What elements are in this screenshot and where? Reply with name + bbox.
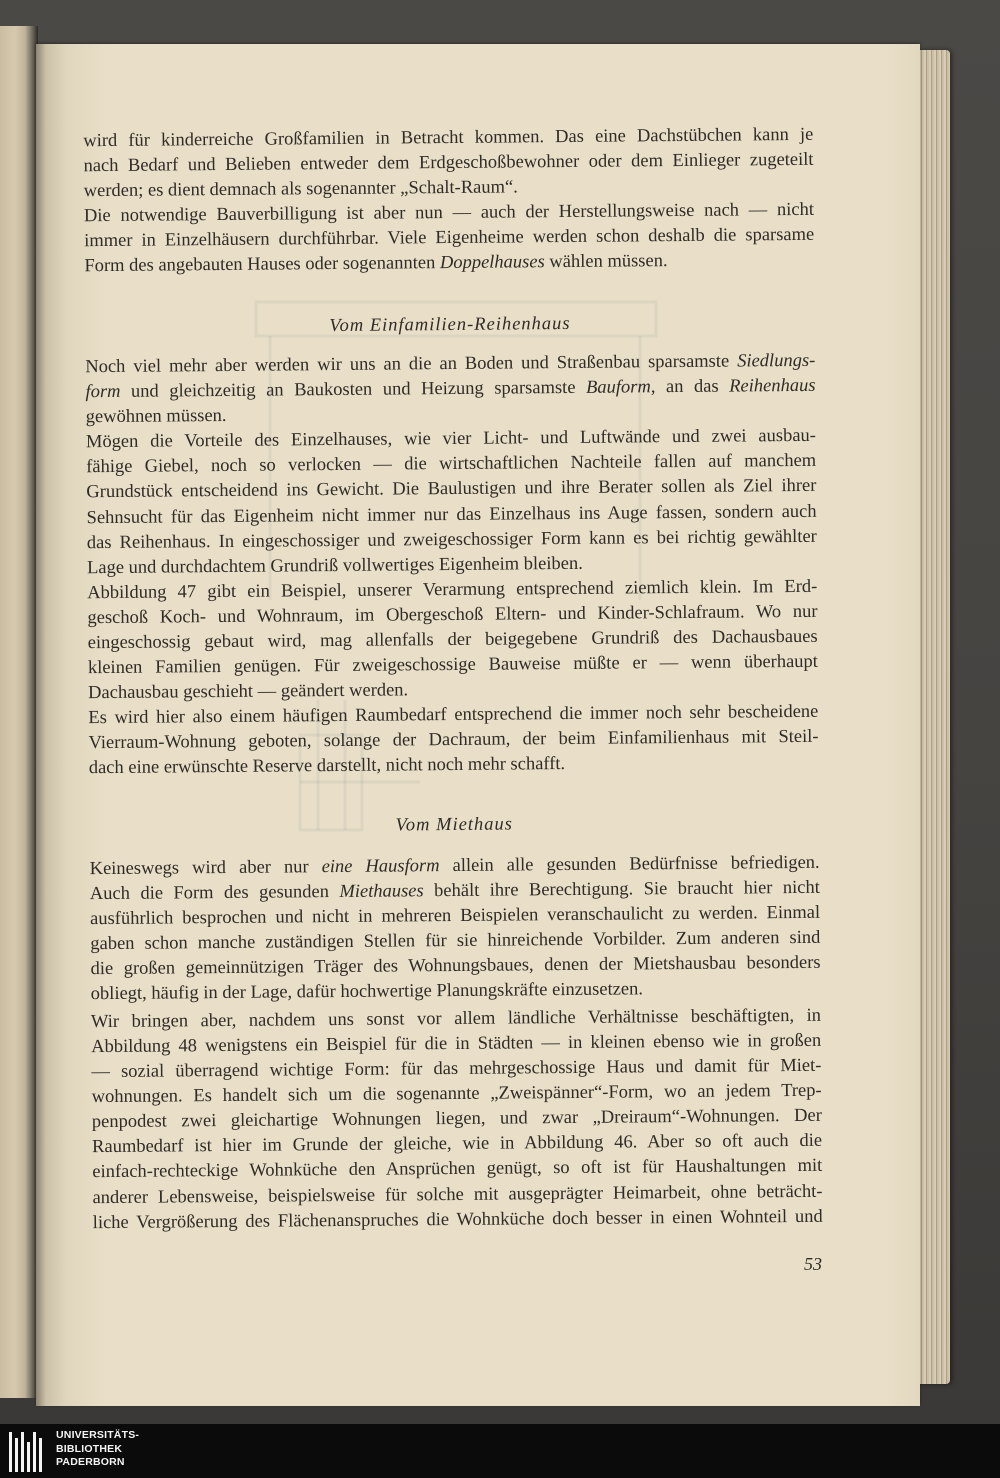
emphasized-text: Miethauses — [339, 880, 424, 902]
text-line: Lage und durchdachtem Grundriß vollwertiges Eigenheim bleiben. — [86, 553, 583, 578]
text-column — [83, 122, 823, 1235]
text-run: Auch die Form des gesunden — [89, 881, 340, 904]
text-line: fähige Giebel, noch so verlocken — die wirtschaftlichen Nachteile fallen auf manchem — [86, 450, 817, 478]
text-line: geschoß Koch- und Wohnraum, im Obergeschoß Eltern- und Kinder-Schlafraum. Wo nur — [87, 601, 818, 628]
emphasized-text: form — [85, 381, 121, 402]
text-run: , an das — [650, 376, 730, 397]
text-line: Mögen die Vorteile des Einzelhauses, wie vier Licht- und Luftwände und zwei ausbau- — [85, 425, 817, 452]
text-run: allein alle gesunden Bedürfnisse befriedigen. — [439, 852, 820, 876]
paragraph — [88, 700, 819, 782]
text-line: Grundstück entscheidend ins Gewicht. Die Baulustigen und ihre Berater sollen als Ziel ihrer — [86, 475, 817, 503]
text-line: das Reihenhaus. In eingeschossiger und zweigeschossiger Form kann es bei richtig gewählter — [86, 525, 817, 553]
text-line: wohnungen. Es handelt sich um die sogenannte „Zweispänner“-Form, wo an jedem Trep- — [91, 1080, 822, 1107]
text-run: wählen müssen. — [544, 251, 668, 273]
previous-page-edge — [0, 26, 38, 1398]
paragraph — [85, 348, 816, 430]
text-line: Wir bringen aber, nachdem uns sonst vor allem ländliche Verhältnisse beschäftigten, in — [90, 1005, 822, 1032]
text-line: einfach-rechteckige Wohnküche den Ansprüchen genügt, so oft ist für Haushaltungen mit — [92, 1155, 823, 1183]
text-line: Raumbedarf ist hier im Grunde der gleiche, wie in Abbildung 46. Aber so oft auch die — [92, 1130, 823, 1158]
text-line: ausführlich besprochen und nicht in mehreren Beispielen veranschaulicht zu werden. Einmal — [90, 902, 821, 929]
text-run: behält ihre Berechtigung. Sie braucht hier nicht — [423, 877, 820, 901]
text-line: Es wird hier also einem häufigen Raumbedarf entsprechend die immer noch sehr bescheidene — [88, 701, 819, 728]
text-line: Abbildung 47 gibt ein Beispiel, unserer Verarmung entsprechend ziemlich klein. Im Erd- — [87, 576, 818, 603]
section-heading: Vom Einfamilien-Reihenhaus — [329, 313, 571, 336]
emphasized-text: Reihenhaus — [729, 375, 816, 397]
text-line: liche Vergrößerung des Flächenanspruches die Wohnküche doch besser in einen Wohnteil und — [92, 1205, 823, 1233]
text-line: werden; es dient demnach als sogenannter „Schalt-Raum“. — [83, 177, 518, 201]
text-run: Keineswegs wird aber nur — [89, 856, 322, 879]
text-line: Dachausbau geschieht — geändert werden. — [88, 680, 409, 703]
text-run: und gleichzeitig an Baukosten und Heizung sparsamste — [120, 377, 587, 402]
section-heading: Vom Miethaus — [395, 813, 514, 835]
text-line: gaben schon manche zuständigen Stellen für sie hinreichende Vorbilder. Zum anderen sind — [90, 927, 821, 954]
logo-line: PADERBORN — [56, 1456, 125, 1468]
emphasized-text: Bauform — [585, 376, 651, 398]
text-run: Noch viel mehr aber werden wir uns an die an Boden und Straßenbau sparsamste — [85, 350, 738, 377]
emphasized-text: Doppelhauses — [439, 252, 545, 274]
text-line: Sehnsucht für das Eigenheim nicht immer nur das Einzelhaus ins Auge fassen, sondern auch — [86, 500, 817, 528]
paragraph — [90, 850, 821, 1007]
library-emblem-icon — [6, 1430, 48, 1474]
text-line: wird für kinderreiche Großfamilien in Betracht kommen. Das eine Dachstübchen kann je — [83, 124, 814, 151]
emphasized-text: eine Hausform — [321, 855, 440, 877]
paragraph — [86, 424, 817, 581]
text-line: gewöhnen müssen. — [85, 405, 227, 427]
paragraph — [83, 122, 814, 204]
text-line: immer in Einzelhäusern durchführbar. Viele Eigenheime werden schon deshalb die sparsame — [84, 224, 815, 252]
text-line: kleinen Familien genügen. Für zweigeschossige Bauweise müßte er — wenn überhaupt — [87, 651, 818, 678]
text-line: Die notwendige Bauverbilligung ist aber nun — auch der Herstellungsweise nach — nicht — [83, 199, 815, 226]
library-logo-text — [56, 1429, 139, 1470]
text-line: eingeschossig gebaut wird, mag allenfalls der beigegebene Grundriß des Dachausbaues — [87, 626, 818, 653]
library-footer-band — [0, 1424, 1000, 1478]
paragraph — [84, 198, 815, 280]
text-line: nach Bedarf und Belieben entweder dem Erdgeschoßbewohner oder dem Einlieger zugeteilt — [83, 149, 814, 176]
logo-line: BIBLIOTHEK — [56, 1442, 123, 1455]
text-line: obliegt, häufig in der Lage, dafür hochwertige Planungskräfte einzusetzen. — [90, 979, 644, 1004]
emphasized-text: Siedlungs- — [737, 350, 816, 371]
text-line: die großen gemeinnützigen Träger des Wohnungsbaues, denen der Mietshausbau besonders — [90, 952, 821, 979]
text-run: Form des angebauten Hauses oder sogenannten — [84, 253, 441, 277]
paragraph — [87, 574, 818, 706]
text-line: Abbildung 48 wenigstens ein Beispiel für die in Städten — in kleinen ebenso wie in großen — [91, 1030, 822, 1057]
logo-line: UNIVERSITÄTS- — [56, 1429, 140, 1441]
text-line: penpodest zwei gleichartige Wohnungen liegen, und zwar „Dreiraum“-Wohnungen. Der — [91, 1105, 822, 1132]
text-line: anderer Lebensweise, beispielsweise für solche mit ausgeprägter Heimarbeit, ohne beträcht- — [92, 1180, 823, 1208]
text-line: — sozial überragend wichtige Form: für das mehrgeschossige Haus und damit für Miet- — [91, 1055, 822, 1082]
text-line: dach eine erwünschte Reserve darstellt, nicht noch mehr schafft. — [88, 753, 566, 779]
page-number: 53 — [804, 1254, 822, 1274]
text-line: Vierraum-Wohnung geboten, solange der Dachraum, der beim Einfamilienhaus mit Steil- — [88, 726, 819, 754]
paragraph — [91, 1003, 823, 1235]
